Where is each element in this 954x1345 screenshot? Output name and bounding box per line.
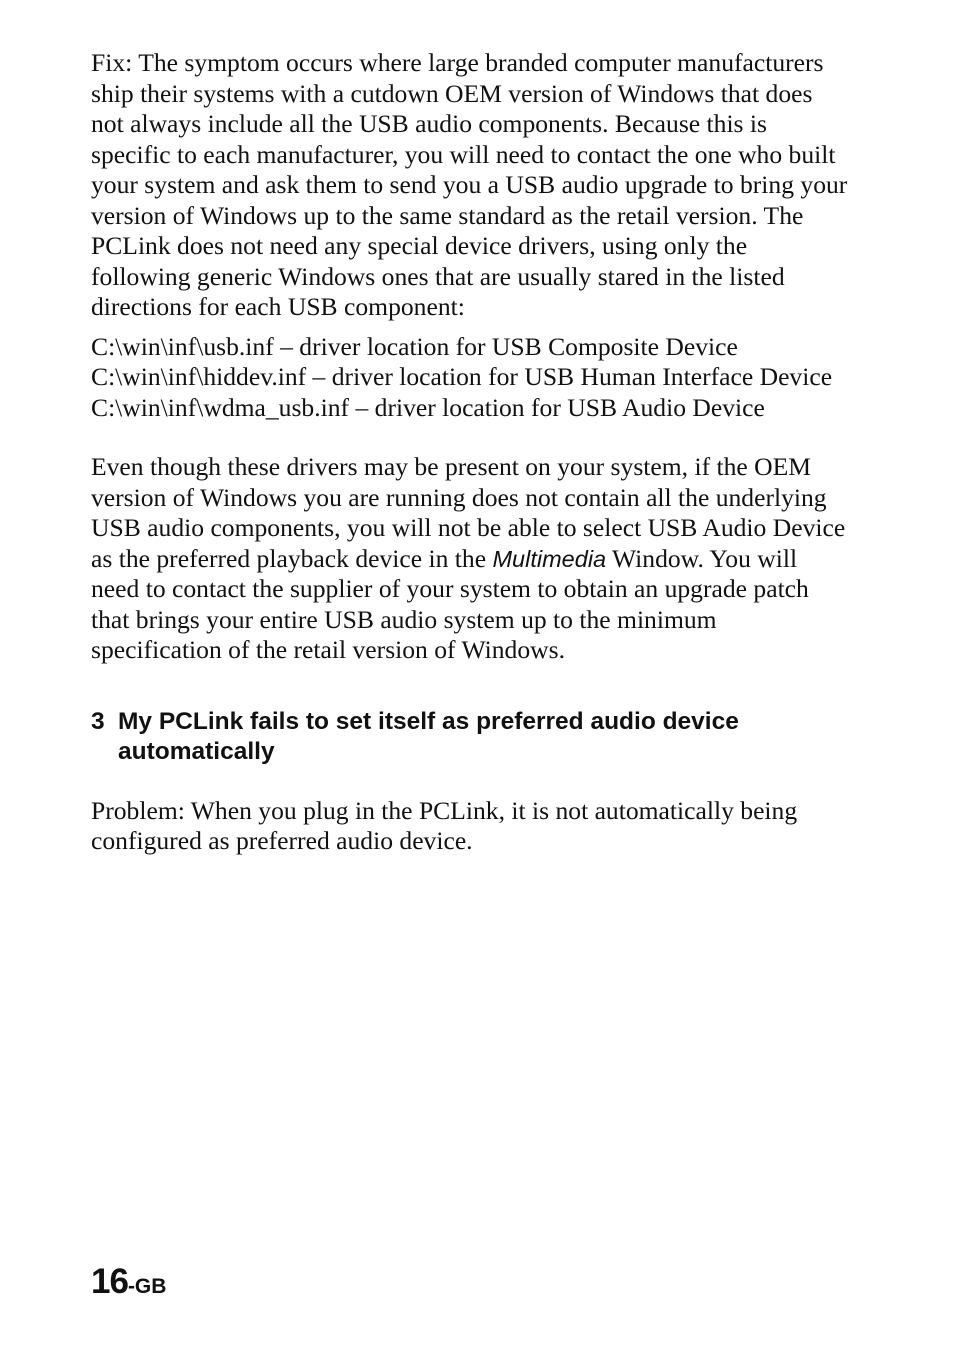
page-content bbox=[91, 48, 851, 857]
spacer bbox=[91, 323, 851, 332]
section-heading bbox=[91, 707, 851, 768]
even-paragraph-part1: Even though these drivers may be present on your system, if the OEM version of Windows you are running does not contain all the underlying USB audio components, you will not be able to select USB Audio Device as the preferred playback device in the bbox=[91, 452, 846, 573]
driver-path-list bbox=[91, 332, 851, 424]
even-paragraph-part2: Window. You will need to contact the supplier of your system to obtain an upgrade patch that brings your entire USB audio system up to the minimum specification of the retail version of Windows. bbox=[91, 543, 809, 664]
driver-path-usb: C:\win\inf\usb.inf – driver location for USB Composite Device bbox=[91, 331, 738, 361]
problem-paragraph: Problem: When you plug in the PCLink, it is not automatically being configured as preferred audio device. bbox=[91, 795, 798, 855]
driver-path-hiddev: C:\win\inf\hiddev.inf – driver location for USB Human Interface Device bbox=[91, 362, 833, 391]
driver-path-wdma: C:\win\inf\wdma_usb.inf – driver location for USB Audio Device bbox=[91, 392, 765, 422]
even-though-paragraph bbox=[91, 452, 851, 666]
section-title: My PCLink fails to set itself as preferred audio device automatically bbox=[118, 707, 739, 765]
spacer bbox=[91, 423, 851, 452]
multimedia-term: Multimedia bbox=[492, 545, 607, 572]
page-suffix: -GB bbox=[127, 1275, 167, 1298]
spacer bbox=[91, 666, 851, 707]
spacer bbox=[91, 768, 851, 796]
fix-paragraph: Fix: The symptom occurs where large branded computer manufacturers ship their systems with a cutdown OEM version of Windows that does not always include all the USB audio components. Because this is specific to each manufacturer, you will need to contact the one who built your system and ask them to send you a USB audio upgrade to bring your version of Windows up to the same standard as the retail version. The PCLink does not need any special device drivers, using only the following generic Windows ones that are usually stared in the listed directions for each USB component: bbox=[91, 48, 848, 321]
page-footer bbox=[91, 1262, 166, 1302]
page-number: 16 bbox=[91, 1262, 128, 1301]
section-number: 3 bbox=[91, 707, 105, 735]
